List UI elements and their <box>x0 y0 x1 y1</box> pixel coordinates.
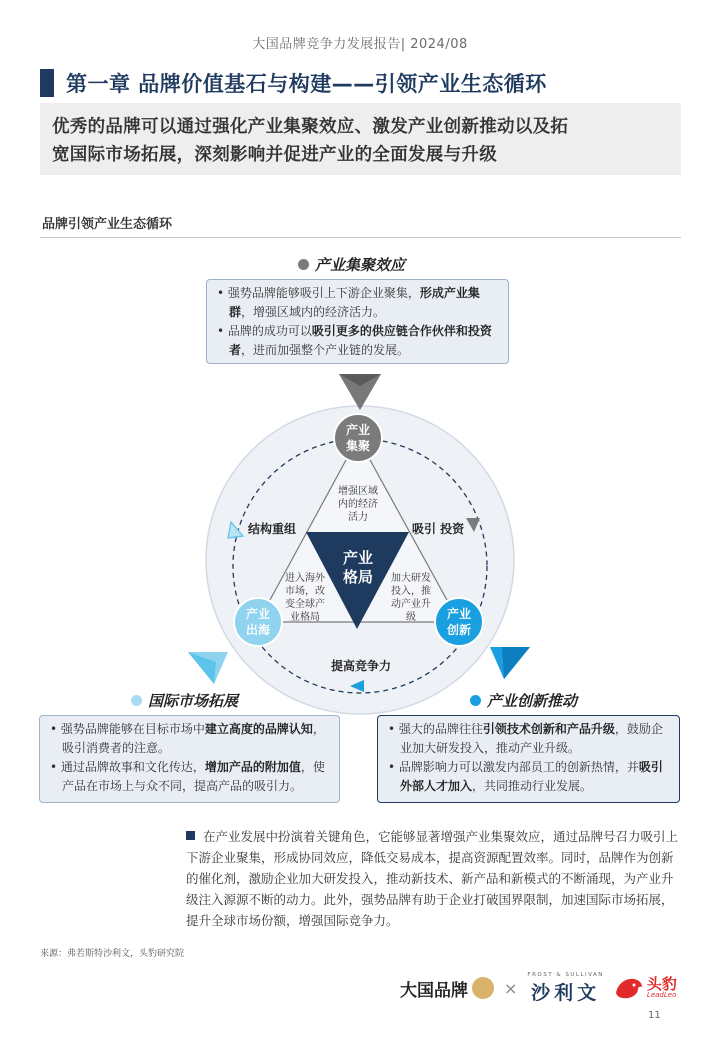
node-cluster-line1: 产业 <box>345 423 371 437</box>
logo-strip <box>400 968 690 1008</box>
innovation-dot-icon <box>470 695 481 706</box>
frost-sullivan-big-text: 沙利文 <box>531 981 601 1004</box>
leadleo-en-text: LeadLeo <box>646 991 677 999</box>
node-cluster <box>334 414 382 462</box>
inner-left-line3: 变全球产 <box>285 599 325 610</box>
inner-right-line3: 动产业升 <box>391 599 431 610</box>
innovation-bullet-1: • 强大的品牌往往引领技术创新和产品升级，鼓励企业加大研发投入，推动产业升级。 <box>388 722 663 755</box>
logo-separator: × <box>504 978 518 998</box>
node-innovation-line1: 产业 <box>446 607 472 621</box>
leopard-icon <box>614 975 644 1001</box>
international-bullet-2: • 通过品牌故事和文化传达，增加产品的附加值，使产品在市场上与众不同，提高产品的吸引力。 <box>50 760 325 793</box>
center-label-line2: 格局 <box>342 568 374 586</box>
brand-logo-text: 大国品牌 <box>400 980 468 1001</box>
node-cluster-line2: 集聚 <box>345 439 371 453</box>
inner-top-line1: 增强区域 <box>338 486 378 497</box>
ecosystem-diagram <box>180 360 540 720</box>
summary-box <box>40 103 681 175</box>
innovation-info-box <box>377 715 680 803</box>
cluster-dot-icon <box>298 259 309 270</box>
inner-right-line4: 级 <box>406 612 416 623</box>
report-header: 大国品牌竞争力发展报告| 2024/08 <box>252 37 468 52</box>
inner-top-line2: 内的经济 <box>338 499 378 510</box>
center-label-line1: 产业 <box>342 549 374 567</box>
top-chevron-icon <box>339 374 381 410</box>
cluster-effect-title: 产业集聚效应 <box>315 256 406 274</box>
inner-left-line1: 进入海外 <box>285 573 325 584</box>
international-info-box <box>39 715 340 803</box>
international-bullet-1: • 强势品牌能够在目标市场中建立高度的品牌认知，吸引消费者的注意。 <box>50 722 325 755</box>
chapter-title-bar <box>40 69 54 97</box>
edge-label-competitiveness: 提高竞争力 <box>330 659 392 673</box>
leadleo-logo <box>614 975 677 1001</box>
innovation-bullet-2: • 品牌影响力可以激发内部员工的创新热情，并吸引外部人才加入，共同推动行业发展。 <box>388 760 663 793</box>
inner-left-line4: 业格局 <box>290 612 320 623</box>
node-innovation-line2: 创新 <box>446 623 472 637</box>
chapter-title-text: 第一章 品牌价值基石与构建——引领产业生态循环 <box>66 72 547 96</box>
brand-logo <box>400 976 494 1001</box>
cluster-bullet-2: • 品牌的成功可以吸引更多的供应链合作伙伴和投资者，进而加强整个产业链的发展。 <box>217 324 492 357</box>
international-dot-icon <box>131 695 142 706</box>
cluster-info-box <box>206 279 509 364</box>
inner-right-line2: 投入，推 <box>391 586 431 597</box>
source-line: 来源：弗若斯特沙利文，头豹研究院 <box>40 949 185 959</box>
chapter-title <box>40 68 680 98</box>
summary-line-2: 宽国际市场拓展，深刻影响并促进产业的全面发展与升级 <box>52 145 497 165</box>
leadleo-cn-text: 头豹 <box>646 975 677 993</box>
inner-left-line2: 市场，改 <box>285 586 325 597</box>
node-overseas-line1: 产业 <box>245 607 271 621</box>
node-overseas-line2: 出海 <box>245 623 271 637</box>
international-effect-title: 国际市场拓展 <box>148 692 239 710</box>
innovation-effect-title: 产业创新推动 <box>487 692 578 710</box>
node-overseas <box>234 598 282 646</box>
innovation-effect-label <box>470 690 577 711</box>
section-divider <box>40 237 681 238</box>
edge-label-investment: 吸引 投资 <box>412 522 465 536</box>
frost-sullivan-small-text: FROST & SULLIVAN <box>527 971 604 978</box>
cluster-bullet-1: • 强势品牌能够吸引上下游企业聚集，形成产业集群，增强区域内的经济活力。 <box>217 286 480 319</box>
page-number: 11 <box>648 1010 661 1021</box>
summary-note <box>186 826 684 931</box>
inner-right-line1: 加大研发 <box>391 573 431 584</box>
note-text: 在产业发展中扮演着关键角色，它能够显著增强产业集聚效应，通过品牌号召力吸引上下游企业聚集，形成协同效应，降低交易成本，提高资源配置效率。同时，品牌作为创新的催化剂，激励企业加大研发投入，推动新技术、新产品和新模式的不断涌现，为产业升级注入源源不断的动力。此外，强势品牌有助于企业打破国界限制，加速国际市场拓展，提升全球市场份额，增强国际竞争力。 <box>186 829 679 928</box>
edge-label-restructure: 结构重组 <box>248 522 297 536</box>
node-innovation <box>435 598 483 646</box>
brand-seal-icon <box>472 977 494 999</box>
summary-line-1: 优秀的品牌可以通过强化产业集聚效应、激发产业创新推动以及拓 <box>52 117 569 137</box>
note-bullet-icon <box>186 831 195 840</box>
cluster-effect-label <box>298 254 405 275</box>
international-effect-label <box>131 690 238 711</box>
frost-sullivan-logo <box>527 972 604 1005</box>
inner-top-line3: 活力 <box>348 512 368 523</box>
section-label: 品牌引领产业生态循环 <box>42 217 173 232</box>
international-chevron-icon <box>186 648 230 688</box>
innovation-chevron-icon <box>488 643 532 683</box>
